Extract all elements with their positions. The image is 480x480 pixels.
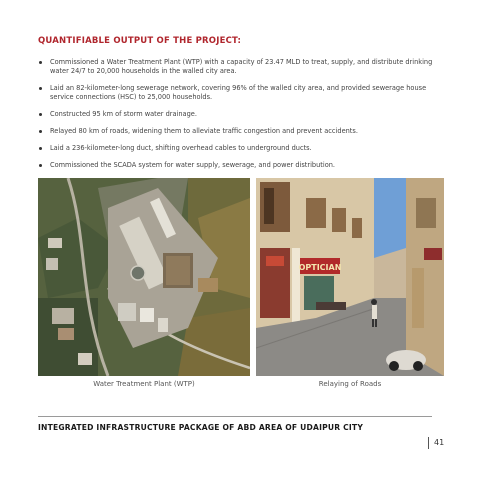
- roads-photo-caption: Relaying of Roads: [318, 380, 382, 388]
- section-heading: QUANTIFIABLE OUTPUT OF THE PROJECT:: [38, 36, 242, 46]
- wtp-aerial-photo: [38, 178, 250, 376]
- road-street-photo: [256, 178, 444, 376]
- bullet-item-roads: Relayed 80 km of roads, widening them to alleviate traffic congestion and prevent accidents.: [38, 127, 448, 136]
- page-number: 41: [434, 438, 445, 447]
- wtp-photo-caption: Water Treatment Plant (WTP): [93, 380, 195, 388]
- bullet-item-scada: Commissioned the SCADA system for water supply, sewerage, and power distribution.: [38, 161, 448, 170]
- bullet-item-sewerage: Laid an 82-kilometer-long sewerage network, covering 96% of the walled city area, and provided sewerage house service connections (HSC) to 25,000 households.: [38, 84, 448, 102]
- optician-sign: OPTICIAN: [298, 263, 342, 272]
- footer-divider: [38, 416, 432, 417]
- bullet-item-drainage: Constructed 95 km of storm water drainage.: [38, 110, 448, 119]
- bullet-item-wtp: Commissioned a Water Treatment Plant (WTP) with a capacity of 23.47 MLD to treat, supply, and distribute drinking water 24/7 to 20,000 households in the walled city area.: [38, 58, 448, 76]
- output-bullet-list: [38, 58, 448, 178]
- bullet-item-duct: Laid a 236-kilometer-long duct, shifting overhead cables to underground ducts.: [38, 144, 448, 153]
- page-number-divider: [428, 437, 429, 449]
- footer-title: INTEGRATED INFRASTRUCTURE PACKAGE OF ABD AREA OF UDAIPUR CITY: [38, 423, 364, 432]
